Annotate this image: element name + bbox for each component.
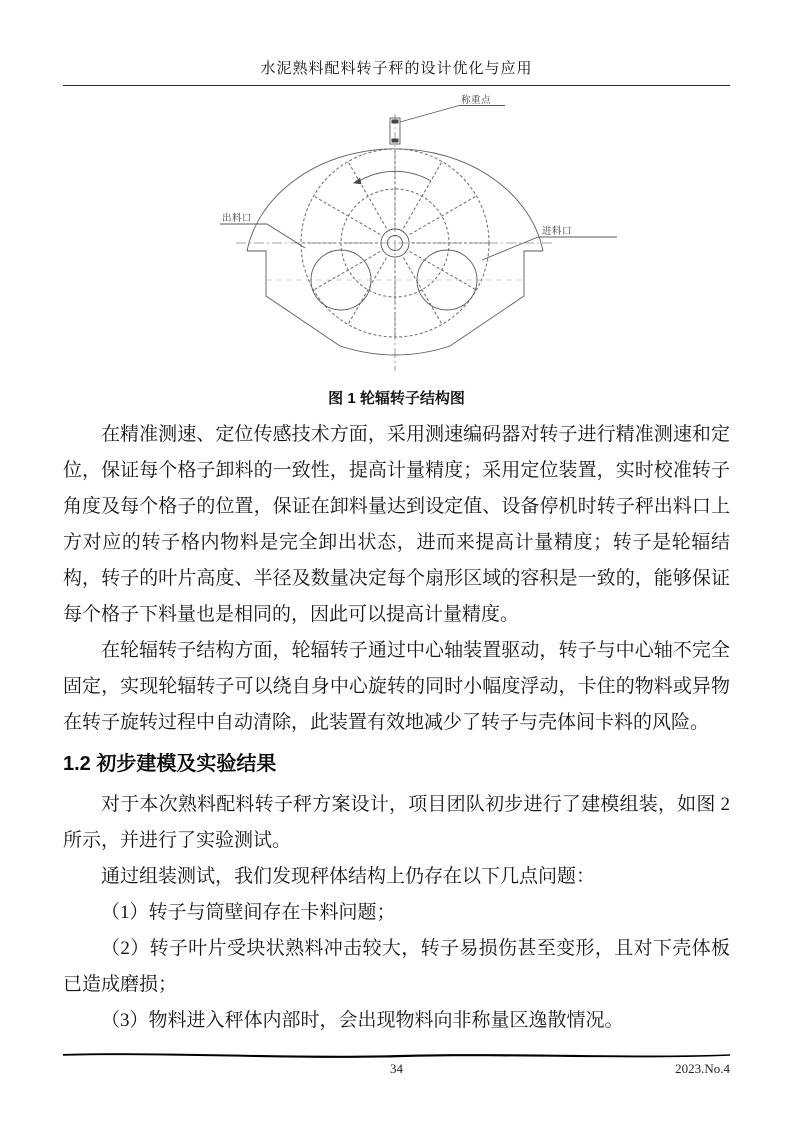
figure-rotor-diagram: [220, 88, 620, 403]
issue-number: 2023.No.4: [675, 1061, 730, 1076]
rotor-structure-drawing: [220, 88, 620, 403]
figure-label-weighing-point: 称重点: [461, 95, 492, 106]
leader-outlet: [267, 224, 305, 248]
paragraph: 在轮辐转子结构方面，轮辐转子通过中心轴装置驱动，转子与中心轴不完全固定，实现轮辐转子可以绕自身中心旋转的同时小幅度浮动，卡住的物料或异物在转子旋转过程中自动清除，此装置有效地减少了转子与壳体间卡料的风险。: [63, 640, 730, 733]
footer-bar: [63, 1051, 730, 1059]
paragraph: 对于本次熟料配料转子秤方案设计，项目团队初步进行了建模组装，如图 2 所示，并进行了实验测试。: [63, 794, 730, 851]
body-text: [63, 417, 730, 1039]
page-number: 34: [390, 1061, 403, 1076]
section-heading: 1.2 初步建模及实验结果: [63, 753, 277, 775]
header-rule: [63, 85, 730, 86]
leader-inlet: [482, 237, 538, 260]
paragraph: 在精准测速、定位传感技术方面，采用测速编码器对转子进行精准测速和定位，保证每个格子卸料的一致性，提高计量精度；采用定位装置，实时校准转子角度及每个格子的位置，保证在卸料量达到设定值、设备停机时转子秤出料口上方对应的转子格内物料是完全卸出状态，进而来提高计量精度；转子是轮辐结构，转子的叶片高度、半径及数量决定每个扇形区域的容积是一致的，能够保证每个格子下料量也是相同的，因此可以提高计量精度。: [63, 424, 730, 625]
figure-caption: 图 1 轮辐转子结构图: [328, 390, 465, 407]
weighing-sensor: [390, 118, 400, 144]
figure-label-inlet: 进料口: [542, 226, 573, 237]
leader-weighing-point: [400, 106, 459, 123]
figure-label-outlet: 出料口: [222, 213, 253, 224]
list-item: （3）物料进入秤体内部时，会出现物料向非称量区逸散情况。: [101, 1010, 624, 1031]
footer-rule-shape: [63, 1051, 730, 1059]
list-item: （2）转子叶片受块状熟料冲击较大，转子易损伤甚至变形，且对下壳体板已造成磨损；: [63, 938, 730, 995]
paragraph: 通过组装测试，我们发现秤体结构上仍存在以下几点问题：: [101, 866, 596, 887]
list-item: （1）转子与筒壁间存在卡料问题；: [101, 902, 396, 923]
paper-title: 水泥熟料配料转子秤的设计优化与应用: [260, 61, 533, 77]
